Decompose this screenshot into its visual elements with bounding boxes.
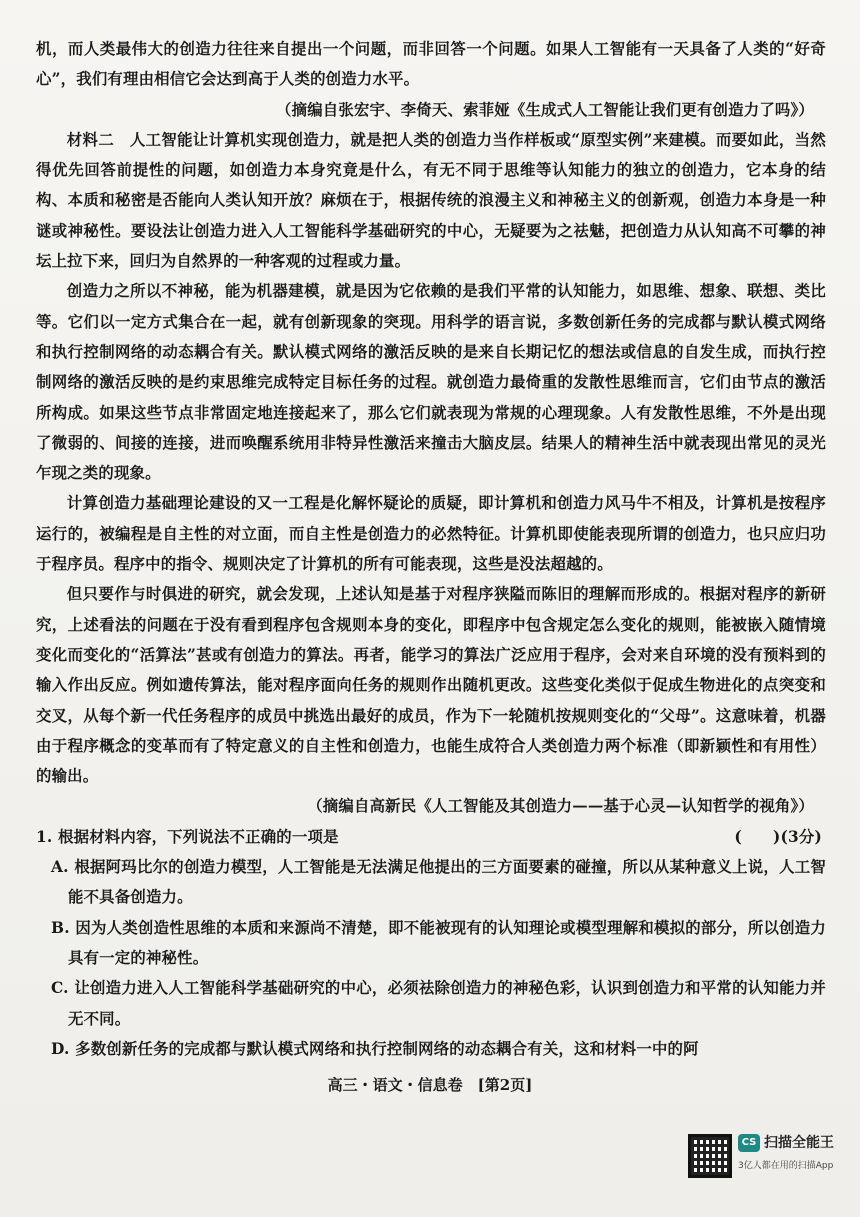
question-stem-line — [36, 822, 826, 852]
question-stem: 1. 根据材料内容，下列说法不正确的一项是 — [36, 827, 339, 846]
scanner-app-name: 扫描全能王 — [764, 1135, 834, 1151]
question-1 — [36, 822, 826, 1064]
passage-body — [36, 34, 826, 1064]
option-a: A. 根据阿玛比尔的创造力模型，人工智能是无法满足他提出的三方面要素的碰撞，所以从某种意义上说，人工智能不具备创造力。 — [51, 858, 826, 907]
source-citation-1: （摘编自张宏宇、李倚天、索菲娅《生成式人工智能让我们更有创造力了吗》） — [276, 100, 814, 119]
qr-code-icon — [688, 1134, 732, 1178]
camscanner-logo-icon: CS — [738, 1134, 760, 1152]
option-c: C. 让创造力进入人工智能科学基础研究的中心，必须祛除创造力的神秘色彩，认识到创造力和平常的认知能力并无不同。 — [51, 979, 826, 1028]
option-d: D. 多数创新任务的完成都与默认模式网络和执行控制网络的动态耦合有关，这和材料一中的阿 — [51, 1039, 699, 1058]
question-score: ( )(3分) — [734, 827, 822, 846]
paragraph-4: 计算创造力基础理论建设的又一工程是化解怀疑论的质疑，即计算机和创造力风马牛不相及，计算机是按程序运行的，被编程是自主性的对立面，而自主性是创造力的必然特征。计算机即使能表现所谓的创造力，也只应归功于程序员。程序中的指令、规则决定了计算机的所有可能表现，这些是没法超越的。 — [36, 494, 826, 574]
paragraph-material-2: 材料二 人工智能让计算机实现创造力，就是把人类的创造力当作样板或“原型实例”来建模。而要如此，当然得优先回答前提性的问题，如创造力本身究竟是什么，有无不同于思维等认知能力的独立的创造力，它本身的结构、本质和秘密是否能向人类认知开放？麻烦在于，根据传统的浪漫主义和神秘主义的创新观，创造力本身是一种谜或神秘性。要设法让创造力进入人工智能科学基础研究的中心，无疑要为之祛魅，把创造力从认知高不可攀的神坛上拉下来，回归为自然界的一种客观的过程或力量。 — [36, 130, 826, 271]
paragraph-3: 创造力之所以不神秘，能为机器建模，就是因为它依赖的是我们平常的认知能力，如思维、想象、联想、类比等。它们以一定方式集合在一起，就有创新现象的突现。用科学的语言说，多数创新任务的完成都与默认模式网络和执行控制网络的动态耦合有关。默认模式网络的激活反映的是来自长期记忆的想法或信息的自发生成，而执行控制网络的激活反映的是约束思维完成特定目标任务的过程。就创造力最倚重的发散性思维而言，它们由节点的激活所构成。如果这些节点非常固定地连接起来了，那么它们就表现为常规的心理现象。人有发散性思维，不外是出现了微弱的、间接的连接，进而唤醒系统用非特异性激活来撞击大脑皮层。结果人的精神生活中就表现出常见的灵光乍现之类的现象。 — [36, 282, 826, 483]
paragraph-5: 但只要作与时俱进的研究，就会发现，上述认知是基于对程序狭隘而陈旧的理解而形成的。根据对程序的新研究，上述看法的问题在于没有看到程序包含规则本身的变化，即程序中包含规定怎么变化的规则，能被嵌入随情境变化而变化的“活算法”甚或有创造力的算法。再者，能学习的算法广泛应用于程序，会对来自环境的没有预料到的输入作出反应。例如遗传算法，能对程序面向任务的规则作出随机更改。这些变化类似于促成生物进化的点突变和交叉，从每个新一代任务程序的成员中挑选出最好的成员，作为下一轮随机按规则变化的“父母”。这意味着，机器由于程序概念的变革而有了特定意义的自主性和创造力，也能生成符合人类创造力两个标准（即新颖性和有用性）的输出。 — [36, 585, 826, 786]
scanner-watermark — [688, 1134, 858, 1194]
paragraph-1: 机，而人类最伟大的创造力往往来自提出一个问题，而非回答一个问题。如果人工智能有一天具备了人类的“好奇心”，我们有理由相信它会达到高于人类的创造力水平。 — [36, 40, 826, 89]
option-b: B. 因为人类创造性思维的本质和来源尚不清楚，即不能被现有的认知理论或模型理解和模拟的部分，所以创造力具有一定的神秘性。 — [51, 918, 826, 967]
source-citation-2: （摘编自高新民《人工智能及其创造力——基于心灵—认知哲学的视角》） — [307, 797, 814, 816]
page-footer: 高三・语文・信息卷 [第2页] — [327, 1076, 533, 1094]
scanner-tagline: 3亿人都在用的扫描App — [738, 1161, 834, 1171]
